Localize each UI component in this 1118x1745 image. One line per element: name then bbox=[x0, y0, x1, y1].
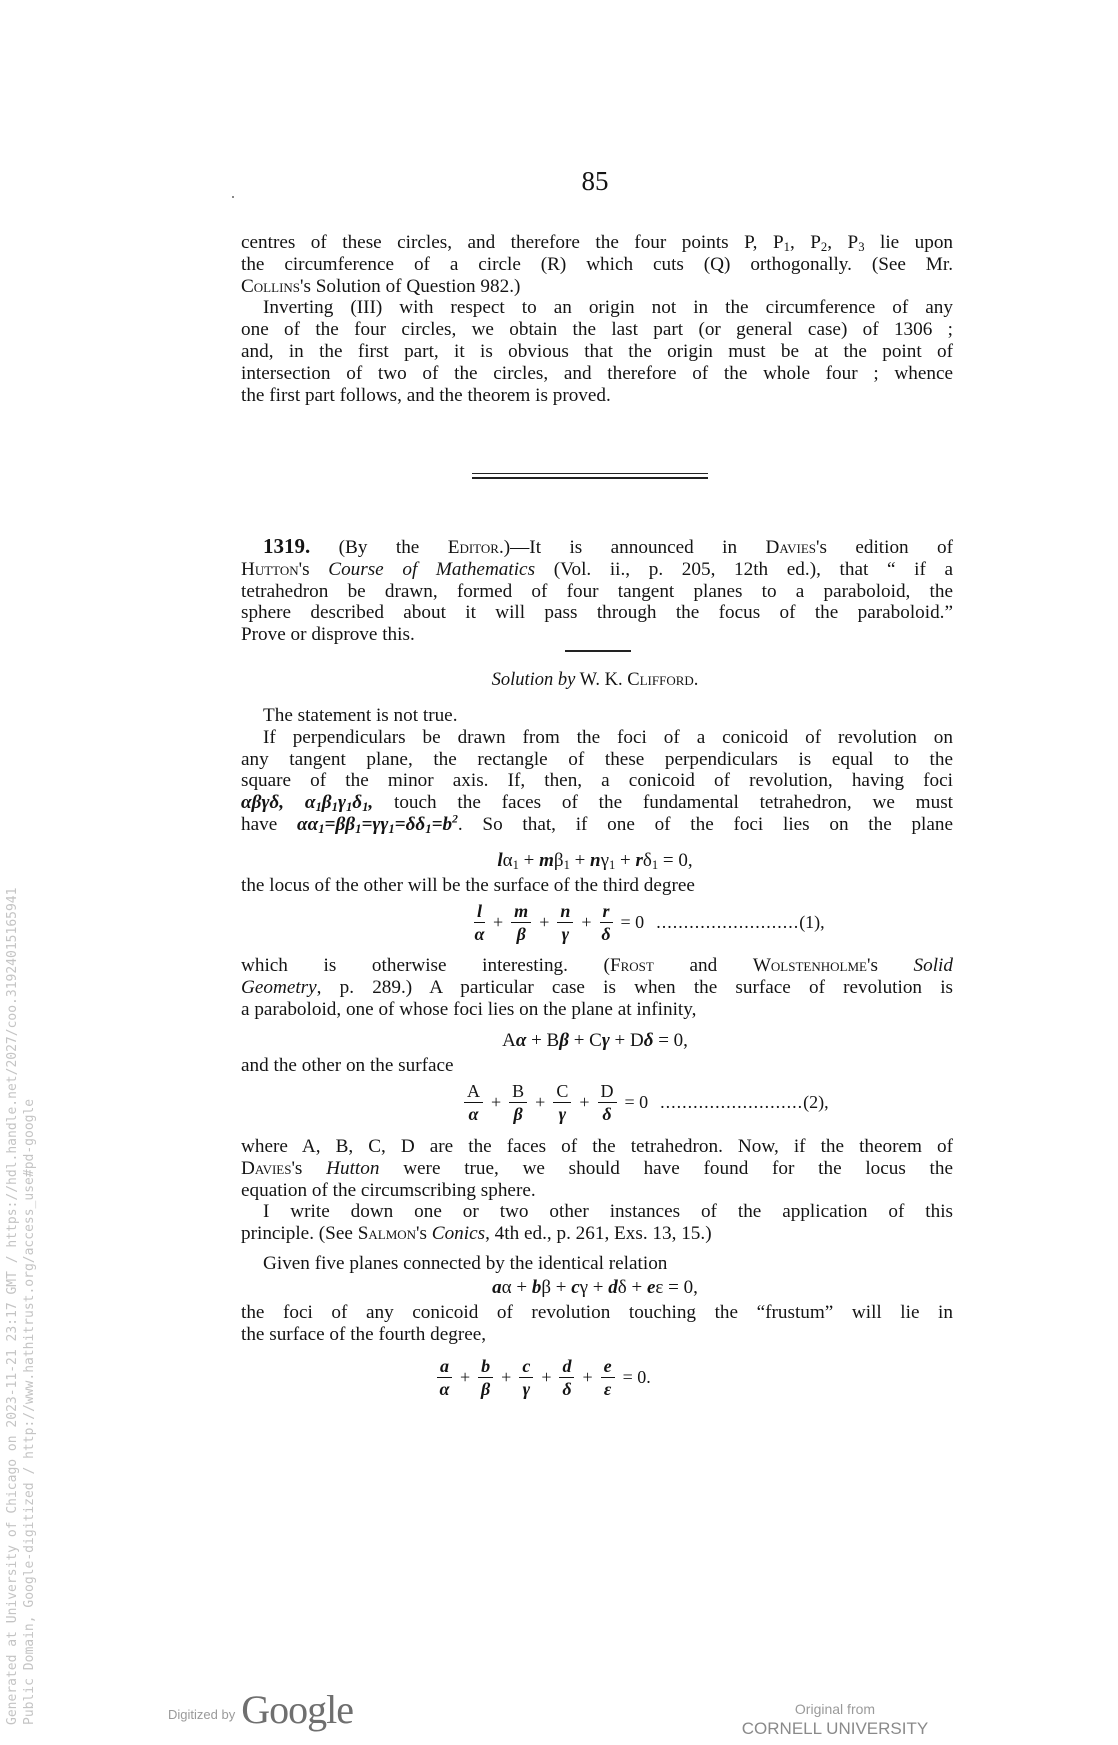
equation-1 bbox=[470, 900, 825, 945]
text-line: the surface of the fourth degree, bbox=[241, 1323, 487, 1345]
locus-text bbox=[241, 875, 953, 897]
equals-zero: = 0. bbox=[622, 1367, 651, 1387]
denominator: δ bbox=[601, 924, 611, 944]
original-from bbox=[720, 1700, 950, 1740]
text-line: the first part follows, and the theorem is proved. bbox=[241, 384, 611, 406]
fraction-term bbox=[509, 1080, 527, 1125]
text-line: Collins's Solution of Question 982.) bbox=[241, 275, 521, 297]
plus-sign: + bbox=[493, 912, 504, 932]
fraction-term bbox=[437, 1355, 452, 1400]
fraction-term bbox=[519, 1355, 533, 1400]
dot-leader: .......................... bbox=[660, 1092, 804, 1112]
text-line: Inverting (III) with respect to an origin not in the circumference of any bbox=[263, 297, 953, 319]
denominator: α bbox=[439, 1379, 450, 1399]
numerator: n bbox=[557, 900, 573, 923]
solution-paragraph bbox=[241, 1302, 953, 1346]
text-line: the foci of any conicoid of revolution touching the “frustum” will lie in bbox=[241, 1302, 953, 1323]
solution-heading: Solution by W. K. Clifford. bbox=[491, 670, 699, 690]
text-line: the circumference of a circle (R) which cuts (Q) orthogonally. (See Mr. bbox=[241, 253, 953, 275]
fraction-term bbox=[598, 1080, 617, 1125]
digitized-by-google bbox=[168, 1688, 353, 1732]
denominator: β bbox=[516, 924, 526, 944]
original-from-label: Original from bbox=[794, 1701, 876, 1717]
text-line: Hutton's Course of Mathematics (Vol. ii., p. 205, 12th ed.), that “ if a bbox=[241, 558, 954, 580]
scan-speck bbox=[232, 196, 234, 198]
equals-zero: = 0 bbox=[620, 912, 645, 932]
denominator: α bbox=[468, 1104, 479, 1124]
watermark-line: Public Domain, Google-digitized / http://www.hathitrust.org/access_use#pd-google bbox=[22, 1098, 37, 1725]
text-line: square of the minor axis. If, then, a conicoid of revolution, having foci bbox=[241, 770, 953, 792]
numerator: B bbox=[509, 1080, 527, 1103]
text-line: I write down one or two other instances of the application of this bbox=[263, 1201, 953, 1223]
plus-sign: + bbox=[535, 1092, 546, 1112]
denominator: δ bbox=[602, 1104, 612, 1124]
denominator: β bbox=[481, 1379, 491, 1399]
short-divider bbox=[565, 650, 631, 652]
plus-sign: + bbox=[491, 1092, 502, 1112]
numerator: c bbox=[519, 1355, 533, 1378]
equation-five-planes: aα + bβ + cγ + dδ + eε = 0, bbox=[492, 1277, 698, 1298]
plus-sign: + bbox=[582, 1367, 593, 1387]
text-line: Davies's Hutton were true, we should have found for the locus the bbox=[241, 1157, 953, 1179]
numerator: C bbox=[553, 1080, 571, 1103]
text-line: the locus of the other will be the surface of the third degree bbox=[241, 875, 695, 896]
solution-paragraph bbox=[241, 1253, 953, 1275]
book-title: Course of Mathematics bbox=[328, 558, 536, 580]
institution-name: CORNELL UNIVERSITY bbox=[741, 1719, 929, 1738]
text-line: and the other on the surface bbox=[241, 1055, 454, 1076]
fraction-term bbox=[474, 900, 485, 945]
text-line: have $\alpha\alpha_1=\beta\beta_1=\gamma\gamma_1=\delta\delta_1=b^2$. So that, if one of the foci lies on the plane bbox=[241, 813, 953, 837]
fraction-term bbox=[600, 900, 613, 945]
google-logo: Google bbox=[241, 1687, 353, 1732]
denominator: ε bbox=[603, 1379, 612, 1399]
plus-sign: + bbox=[501, 1367, 512, 1387]
fraction-term bbox=[464, 1080, 483, 1125]
equation-label: (2), bbox=[803, 1092, 829, 1112]
text-line: equation of the circumscribing sphere. bbox=[241, 1179, 536, 1201]
denominator: γ bbox=[558, 1104, 567, 1124]
text-line: The statement is not true. bbox=[263, 705, 458, 726]
solution-paragraph bbox=[241, 955, 953, 1020]
fraction-term bbox=[478, 1355, 493, 1400]
continuation-paragraph bbox=[241, 232, 953, 406]
text-line: where A, B, C, D are the faces of the tetrahedron. Now, if the theorem of bbox=[241, 1136, 953, 1157]
other-surface-text bbox=[241, 1055, 953, 1077]
question-number: 1319. bbox=[263, 534, 311, 558]
denominator: γ bbox=[561, 924, 570, 944]
text-line: If perpendiculars be drawn from the foci of a conicoid of revolution on bbox=[263, 726, 953, 748]
denominator: δ bbox=[562, 1379, 572, 1399]
hathitrust-watermark bbox=[4, 888, 38, 1725]
text-line: and, in the first part, it is obvious that the origin must be at the point of bbox=[241, 340, 953, 362]
text-line: which is otherwise interesting. (Frost and Wolstenholme's Solid bbox=[241, 955, 953, 976]
text-line: αβγδ, $\alpha_1\beta_1\gamma_1\delta_1$, touch the faces of the fundamental tetrahedron, we must bbox=[241, 792, 953, 815]
denominator: α bbox=[474, 924, 485, 944]
numerator: r bbox=[600, 900, 613, 923]
text-line: Given five planes connected by the identical relation bbox=[263, 1253, 668, 1274]
digitized-by-label: Digitized by bbox=[168, 1707, 236, 1722]
text-line: one of the four circles, we obtain the last part (or general case) of 1306 ; bbox=[241, 319, 953, 341]
numerator: d bbox=[559, 1355, 574, 1378]
plus-sign: + bbox=[460, 1367, 471, 1387]
numerator: a bbox=[437, 1355, 452, 1378]
fraction-term bbox=[557, 900, 573, 945]
text-line: any tangent plane, the rectangle of these perpendiculars is equal to the bbox=[241, 748, 953, 770]
fraction-term bbox=[601, 1355, 615, 1400]
equation-plane: $l\alpha_1 + m\beta_1 + n\gamma_1 + r\delta_1 = 0$, bbox=[497, 850, 693, 873]
text-line: intersection of two of the circles, and therefore of the whole four ; whence bbox=[241, 362, 953, 384]
plus-sign: + bbox=[541, 1367, 552, 1387]
plus-sign: + bbox=[539, 912, 550, 932]
dot-leader: .......................... bbox=[656, 912, 800, 932]
numerator: l bbox=[474, 900, 485, 923]
question-paragraph bbox=[241, 536, 953, 646]
denominator: γ bbox=[522, 1379, 531, 1399]
fraction-term bbox=[553, 1080, 571, 1125]
text-line: tetrahedron be drawn, formed of four tangent planes to a paraboloid, the bbox=[241, 580, 953, 602]
fraction-term bbox=[559, 1355, 574, 1400]
text-line: sphere described about it will pass through the focus of the paraboloid.” bbox=[241, 602, 953, 624]
text-line: a paraboloid, one of whose foci lies on the plane at infinity, bbox=[241, 998, 697, 1020]
numerator: A bbox=[464, 1080, 483, 1103]
page-number: 85 bbox=[581, 166, 609, 196]
equals-zero: = 0 bbox=[624, 1092, 649, 1112]
numerator: b bbox=[478, 1355, 493, 1378]
numerator: e bbox=[601, 1355, 615, 1378]
numerator: m bbox=[511, 900, 531, 923]
denominator: β bbox=[513, 1104, 523, 1124]
fraction-term bbox=[511, 900, 531, 945]
plus-sign: + bbox=[581, 912, 592, 932]
equation-2 bbox=[460, 1080, 829, 1125]
equation-infinity: Aα + Bβ + Cγ + Dδ = 0, bbox=[502, 1030, 688, 1051]
plus-sign: + bbox=[579, 1092, 590, 1112]
text-line: Geometry, p. 289.) A particular case is when the surface of revolution is bbox=[241, 976, 953, 998]
equation-label: (1), bbox=[799, 912, 825, 932]
text-line: 1319. (By the Editor.)—It is announced in Davies's edition of bbox=[263, 534, 954, 558]
text-line: principle. (See Salmon's Conics, 4th ed., p. 261, Exs. 13, 15.) bbox=[241, 1223, 712, 1245]
equation-3 bbox=[433, 1355, 655, 1400]
text-line: centres of these circles, and therefore the four points P, $P_1$, $P_2$, $P_3$ lie upon bbox=[241, 232, 954, 255]
numerator: D bbox=[598, 1080, 617, 1103]
solution-paragraph bbox=[241, 1136, 953, 1245]
solution-paragraph bbox=[241, 705, 953, 836]
text-line: Prove or disprove this. bbox=[241, 624, 415, 646]
section-divider bbox=[472, 473, 708, 479]
watermark-line: Generated at University of Chicago on 2023-11-21 23:17 GMT / https://hdl.handle.net/2027/coo.31924015165941 bbox=[5, 887, 20, 1725]
